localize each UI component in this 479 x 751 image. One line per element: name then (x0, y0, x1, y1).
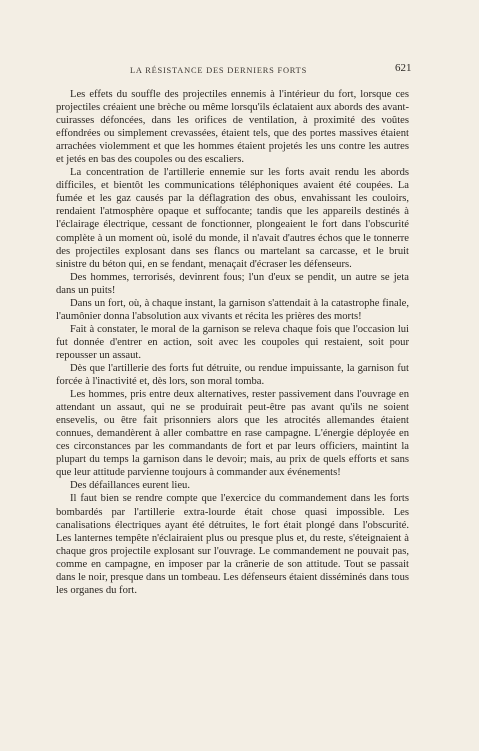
paragraph: Fait à constater, le moral de la garnison se releva chaque fois que l'occasion lui fut donnée d'entrer en action, soit avec les coupoles qui restaient, soit pour repousser un assaut. (56, 323, 409, 361)
paragraph: Dès que l'artillerie des forts fut détruite, ou rendue impuissante, la garnison fut forcée à l'inactivité et, dès lors, son moral tomba. (56, 362, 409, 388)
paragraph: Des défaillances eurent lieu. (70, 480, 191, 492)
paragraph: Des hommes, terrorisés, devinrent fous; l'un d'eux se pendit, un autre se jeta dans un puits! (56, 271, 409, 296)
body-text (56, 88, 409, 597)
paragraph: Les effets du souffle des projectiles ennemis à l'intérieur du fort, lorsque ces projectiles créaient une brèche ou même lorsqu'ils éclataient aux abords des avant-cuirasses défoncées, dans les orifices de ventilation, à proximité des voûtes effondrées ou simplement crevassées, étaient tels, que des portes massives étaient arrachées violemment et que les hommes étaient projetés les uns contre les autres et jetés en bas des coupoles ou des escaliers. (56, 89, 409, 166)
paragraph: La concentration de l'artillerie ennemie sur les forts avait rendu les abords difficiles, et bientôt les communications téléphoniques avaient été coupées. La fumée et les gaz causés par la déflagration des obus, envahissant les couloirs, rendaient l'atmosphère opaque et suffocante; tandis que les appareils destinés à l'éclairage électrique, cessant de fonctionner, plongeaient le fort dans l'obscurité complète à un moment où, isolé du monde, il n'avait d'autres échos que le tonnerre des projectiles explosant dans ses flancs ou martelant sa carcasse, et le bruit sinistre du béton qui, en se fendant, menaçait d'écraser les défenseurs. (56, 167, 409, 270)
paragraph: Dans un fort, où, à chaque instant, la garnison s'attendait à la catastrophe finale, l'aumônier donna l'absolution aux vivants et récita les prières des morts! (56, 297, 409, 322)
page-number: 621 (395, 62, 412, 74)
paragraph: Les hommes, pris entre deux alternatives, rester passivement dans l'ouvrage en attendant un assaut, qui ne se produirait peut-être pas avant qu'ils ne soient ensevelis, ou être fait prisonniers alors que les atrocités allemandes étaient connues, demandèrent à aller combattre en rase campagne. L'énergie déployée en ces circonstances par les commandants de fort et par leurs officiers, maintint la plupart du temps la garnison dans le devoir; mais, au prix de quels efforts et sans que leur attitude parvienne toujours à commander aux événements! (56, 389, 409, 479)
running-title: LA RÉSISTANCE DES DERNIERS FORTS (130, 66, 308, 75)
paragraph: Il faut bien se rendre compte que l'exercice du commandement dans les forts bombardés par l'artillerie extra-lourde était chose quasi impossible. Les canalisations électriques ayant été détruites, le fort était plongé dans l'obscurité. Les lanternes tempête n'éclairaient plus ou presque plus et, du reste, s'éteignaient à chaque gros projectile explosant sur l'ouvrage. Le commandement ne pouvait pas, comme en campagne, en imposer par la crânerie de son attitude. Tout se passait dans le noir, presque dans un tombeau. Les défenseurs étaient disséminés dans tous les organes du fort. (56, 493, 409, 596)
